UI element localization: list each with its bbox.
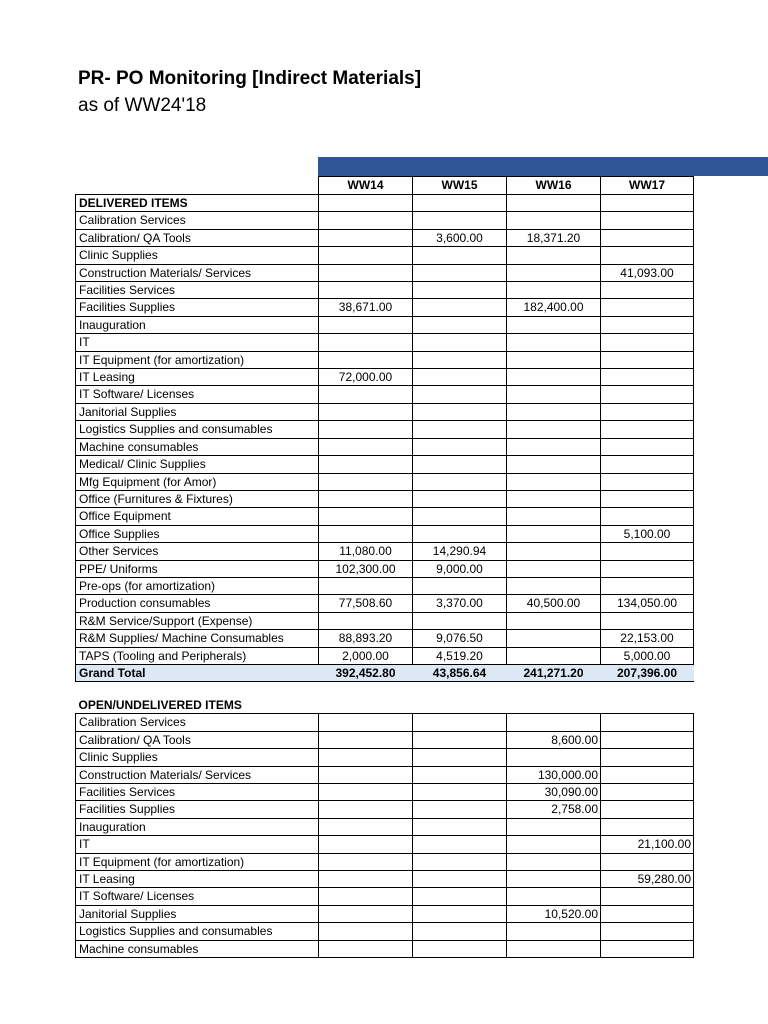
row-label: PPE/ Uniforms: [76, 560, 319, 577]
row-label: IT Equipment (for amortization): [76, 853, 319, 870]
value-cell: [601, 334, 694, 351]
value-cell: [507, 473, 601, 490]
value-cell: [413, 818, 507, 835]
value-cell: [601, 247, 694, 264]
empty-cell: [319, 195, 413, 212]
value-cell: [413, 369, 507, 386]
value-cell: [507, 647, 601, 664]
section-title: DELIVERED ITEMS: [76, 195, 319, 212]
table-row: [76, 351, 694, 368]
table-row: [76, 264, 694, 281]
value-cell: [601, 473, 694, 490]
value-cell: 14,290.94: [413, 543, 507, 560]
value-cell: [319, 525, 413, 542]
empty-cell: [319, 697, 413, 714]
table-row: [76, 543, 694, 560]
value-cell: [601, 888, 694, 905]
open-items-table: [75, 697, 694, 958]
value-cell: [319, 731, 413, 748]
value-cell: [319, 784, 413, 801]
table-row: [76, 905, 694, 922]
value-cell: [507, 351, 601, 368]
empty-cell: [507, 697, 601, 714]
value-cell: [413, 508, 507, 525]
value-cell: [601, 784, 694, 801]
value-cell: [507, 923, 601, 940]
row-label: IT Leasing: [76, 871, 319, 888]
value-cell: [319, 282, 413, 299]
row-label: Facilities Services: [76, 282, 319, 299]
value-cell: [413, 731, 507, 748]
delivered-items-table: [75, 176, 694, 682]
row-label: IT Software/ Licenses: [76, 888, 319, 905]
value-cell: [319, 853, 413, 870]
value-cell: [413, 456, 507, 473]
value-cell: [601, 490, 694, 507]
row-label: Janitorial Supplies: [76, 905, 319, 922]
value-cell: [319, 421, 413, 438]
value-cell: [601, 766, 694, 783]
value-cell: [319, 264, 413, 281]
value-cell: [507, 212, 601, 229]
value-cell: [507, 456, 601, 473]
value-cell: 40,500.00: [507, 595, 601, 612]
value-cell: [413, 940, 507, 957]
row-label: Production consumables: [76, 595, 319, 612]
value-cell: [319, 940, 413, 957]
value-cell: [601, 212, 694, 229]
value-cell: [319, 766, 413, 783]
value-cell: [507, 508, 601, 525]
table-row: [76, 299, 694, 316]
value-cell: [319, 801, 413, 818]
row-label: Calibration/ QA Tools: [76, 229, 319, 246]
value-cell: [413, 386, 507, 403]
value-cell: 38,671.00: [319, 299, 413, 316]
value-cell: [507, 836, 601, 853]
value-cell: [413, 853, 507, 870]
value-cell: [601, 749, 694, 766]
value-cell: [507, 577, 601, 594]
value-cell: 41,093.00: [601, 264, 694, 281]
row-label: Machine consumables: [76, 438, 319, 455]
value-cell: 18,371.20: [507, 229, 601, 246]
value-cell: [507, 714, 601, 731]
header-band: [318, 157, 768, 176]
value-cell: 2,758.00: [507, 801, 601, 818]
value-cell: [601, 386, 694, 403]
value-cell: [601, 714, 694, 731]
page-subtitle: as of WW24'18: [78, 95, 207, 116]
table-row: [76, 403, 694, 420]
row-label: Calibration/ QA Tools: [76, 731, 319, 748]
value-cell: [319, 714, 413, 731]
value-cell: [319, 749, 413, 766]
row-label: Office Supplies: [76, 525, 319, 542]
column-header-ww17: WW17: [601, 177, 694, 195]
value-cell: [413, 749, 507, 766]
row-label: Office Equipment: [76, 508, 319, 525]
value-cell: [319, 386, 413, 403]
value-cell: 22,153.00: [601, 630, 694, 647]
value-cell: [601, 229, 694, 246]
grand-total-value: 392,452.80: [319, 664, 413, 681]
table-row: [76, 871, 694, 888]
column-header-ww15: WW15: [413, 177, 507, 195]
value-cell: 8,600.00: [507, 731, 601, 748]
table-row: [76, 836, 694, 853]
value-cell: [507, 871, 601, 888]
value-cell: [601, 316, 694, 333]
value-cell: [601, 351, 694, 368]
table-row: [76, 560, 694, 577]
value-cell: [319, 438, 413, 455]
row-label: R&M Supplies/ Machine Consumables: [76, 630, 319, 647]
value-cell: [507, 282, 601, 299]
table-row: [76, 888, 694, 905]
row-label: Mfg Equipment (for Amor): [76, 473, 319, 490]
row-label: Clinic Supplies: [76, 749, 319, 766]
value-cell: [507, 334, 601, 351]
value-cell: [601, 299, 694, 316]
value-cell: [507, 316, 601, 333]
value-cell: [601, 905, 694, 922]
value-cell: [507, 612, 601, 629]
value-cell: [507, 403, 601, 420]
empty-cell: [601, 697, 694, 714]
value-cell: [601, 438, 694, 455]
value-cell: [319, 508, 413, 525]
value-cell: [413, 247, 507, 264]
value-cell: 59,280.00: [601, 871, 694, 888]
value-cell: [413, 438, 507, 455]
table-row: [76, 766, 694, 783]
value-cell: [601, 403, 694, 420]
grand-total-value: 207,396.00: [601, 664, 694, 681]
value-cell: [319, 212, 413, 229]
row-label: Construction Materials/ Services: [76, 264, 319, 281]
value-cell: [413, 299, 507, 316]
value-cell: 9,000.00: [413, 560, 507, 577]
value-cell: 3,370.00: [413, 595, 507, 612]
row-label: Facilities Supplies: [76, 299, 319, 316]
value-cell: [319, 490, 413, 507]
value-cell: [413, 905, 507, 922]
grand-total-label: Grand Total: [76, 664, 319, 681]
table-row: [76, 612, 694, 629]
value-cell: [319, 577, 413, 594]
value-cell: 130,000.00: [507, 766, 601, 783]
value-cell: [319, 473, 413, 490]
row-label: Facilities Services: [76, 784, 319, 801]
value-cell: [413, 334, 507, 351]
value-cell: [319, 403, 413, 420]
value-cell: 4,519.20: [413, 647, 507, 664]
table-row: [76, 731, 694, 748]
value-cell: [413, 490, 507, 507]
value-cell: [413, 316, 507, 333]
value-cell: [413, 888, 507, 905]
value-cell: [319, 923, 413, 940]
grand-total-value: 241,271.20: [507, 664, 601, 681]
table-row: [76, 490, 694, 507]
value-cell: [601, 853, 694, 870]
value-cell: [413, 714, 507, 731]
value-cell: [601, 818, 694, 835]
table-row: [76, 630, 694, 647]
value-cell: 72,000.00: [319, 369, 413, 386]
table-row: [76, 473, 694, 490]
header-spacer: [76, 177, 319, 195]
value-cell: [507, 247, 601, 264]
row-label: Office (Furnitures & Fixtures): [76, 490, 319, 507]
row-label: Construction Materials/ Services: [76, 766, 319, 783]
value-cell: 88,893.20: [319, 630, 413, 647]
table-row: [76, 334, 694, 351]
value-cell: 5,100.00: [601, 525, 694, 542]
value-cell: [507, 749, 601, 766]
table-row: [76, 525, 694, 542]
table-row: [76, 282, 694, 299]
column-header-ww14: WW14: [319, 177, 413, 195]
value-cell: [319, 316, 413, 333]
table-row: [76, 316, 694, 333]
value-cell: 102,300.00: [319, 560, 413, 577]
table-row: [76, 749, 694, 766]
row-label: R&M Service/Support (Expense): [76, 612, 319, 629]
row-label: IT Leasing: [76, 369, 319, 386]
table-row: [76, 647, 694, 664]
value-cell: 2,000.00: [319, 647, 413, 664]
value-cell: [601, 940, 694, 957]
value-cell: [413, 577, 507, 594]
value-cell: 77,508.60: [319, 595, 413, 612]
value-cell: 3,600.00: [413, 229, 507, 246]
row-label: Janitorial Supplies: [76, 403, 319, 420]
row-label: TAPS (Tooling and Peripherals): [76, 647, 319, 664]
value-cell: [507, 438, 601, 455]
value-cell: [319, 836, 413, 853]
row-label: Calibration Services: [76, 212, 319, 229]
value-cell: [601, 369, 694, 386]
value-cell: 182,400.00: [507, 299, 601, 316]
value-cell: [507, 853, 601, 870]
value-cell: [507, 421, 601, 438]
value-cell: [413, 766, 507, 783]
value-cell: [319, 456, 413, 473]
row-label: Other Services: [76, 543, 319, 560]
table-row: [76, 247, 694, 264]
section-title: OPEN/UNDELIVERED ITEMS: [78, 698, 242, 712]
value-cell: [601, 923, 694, 940]
value-cell: [413, 473, 507, 490]
row-label: Calibration Services: [76, 714, 319, 731]
value-cell: 30,090.00: [507, 784, 601, 801]
value-cell: [413, 784, 507, 801]
value-cell: [507, 543, 601, 560]
grand-total-row: [76, 664, 694, 681]
value-cell: [319, 247, 413, 264]
value-cell: [413, 525, 507, 542]
value-cell: [319, 888, 413, 905]
value-cell: [413, 612, 507, 629]
value-cell: 11,080.00: [319, 543, 413, 560]
value-cell: [601, 508, 694, 525]
value-cell: [319, 612, 413, 629]
value-cell: 5,000.00: [601, 647, 694, 664]
value-cell: [319, 905, 413, 922]
table-row: [76, 369, 694, 386]
value-cell: [507, 630, 601, 647]
value-cell: [601, 456, 694, 473]
value-cell: [507, 369, 601, 386]
row-label: IT Equipment (for amortization): [76, 351, 319, 368]
value-cell: [507, 560, 601, 577]
value-cell: 10,520.00: [507, 905, 601, 922]
table-row: [76, 438, 694, 455]
row-label: IT: [76, 836, 319, 853]
value-cell: [413, 836, 507, 853]
column-header-row: [76, 177, 694, 195]
value-cell: [319, 818, 413, 835]
empty-cell: [413, 697, 507, 714]
row-label: Logistics Supplies and consumables: [76, 923, 319, 940]
row-label: Medical/ Clinic Supplies: [76, 456, 319, 473]
value-cell: [413, 923, 507, 940]
value-cell: [601, 543, 694, 560]
section-title-row: [76, 195, 694, 212]
row-label: Pre-ops (for amortization): [76, 577, 319, 594]
empty-cell: [507, 195, 601, 212]
value-cell: [601, 612, 694, 629]
table-row: [76, 212, 694, 229]
value-cell: [319, 229, 413, 246]
table-row: [76, 577, 694, 594]
value-cell: 21,100.00: [601, 836, 694, 853]
row-label: IT: [76, 334, 319, 351]
value-cell: 134,050.00: [601, 595, 694, 612]
row-label: Machine consumables: [76, 940, 319, 957]
table-row: [76, 853, 694, 870]
value-cell: [601, 577, 694, 594]
table-row: [76, 508, 694, 525]
value-cell: 9,076.50: [413, 630, 507, 647]
value-cell: [507, 264, 601, 281]
table-row: [76, 818, 694, 835]
value-cell: [413, 403, 507, 420]
table-row: [76, 923, 694, 940]
value-cell: [601, 421, 694, 438]
value-cell: [601, 731, 694, 748]
row-label: Inauguration: [76, 316, 319, 333]
table-row: [76, 595, 694, 612]
empty-cell: [413, 195, 507, 212]
column-header-ww16: WW16: [507, 177, 601, 195]
table-row: [76, 940, 694, 957]
value-cell: [413, 801, 507, 818]
row-label: Facilities Supplies: [76, 801, 319, 818]
value-cell: [507, 818, 601, 835]
row-label: Inauguration: [76, 818, 319, 835]
value-cell: [507, 525, 601, 542]
row-label: IT Software/ Licenses: [76, 386, 319, 403]
value-cell: [413, 212, 507, 229]
value-cell: [413, 351, 507, 368]
value-cell: [507, 490, 601, 507]
row-label: Clinic Supplies: [76, 247, 319, 264]
value-cell: [413, 282, 507, 299]
row-label: Logistics Supplies and consumables: [76, 421, 319, 438]
table-row: [76, 456, 694, 473]
table-row: [76, 386, 694, 403]
value-cell: [413, 264, 507, 281]
page-title: PR- PO Monitoring [Indirect Materials]: [78, 68, 422, 89]
table-row: [76, 229, 694, 246]
value-cell: [507, 888, 601, 905]
empty-cell: [601, 195, 694, 212]
table-row: [76, 801, 694, 818]
value-cell: [413, 421, 507, 438]
value-cell: [507, 386, 601, 403]
grand-total-value: 43,856.64: [413, 664, 507, 681]
value-cell: [319, 351, 413, 368]
value-cell: [413, 871, 507, 888]
value-cell: [319, 871, 413, 888]
value-cell: [601, 801, 694, 818]
table-row: [76, 421, 694, 438]
value-cell: [601, 282, 694, 299]
value-cell: [601, 560, 694, 577]
value-cell: [507, 940, 601, 957]
table-row: [76, 714, 694, 731]
table-row: [76, 784, 694, 801]
section-title-row: [76, 697, 694, 714]
value-cell: [319, 334, 413, 351]
